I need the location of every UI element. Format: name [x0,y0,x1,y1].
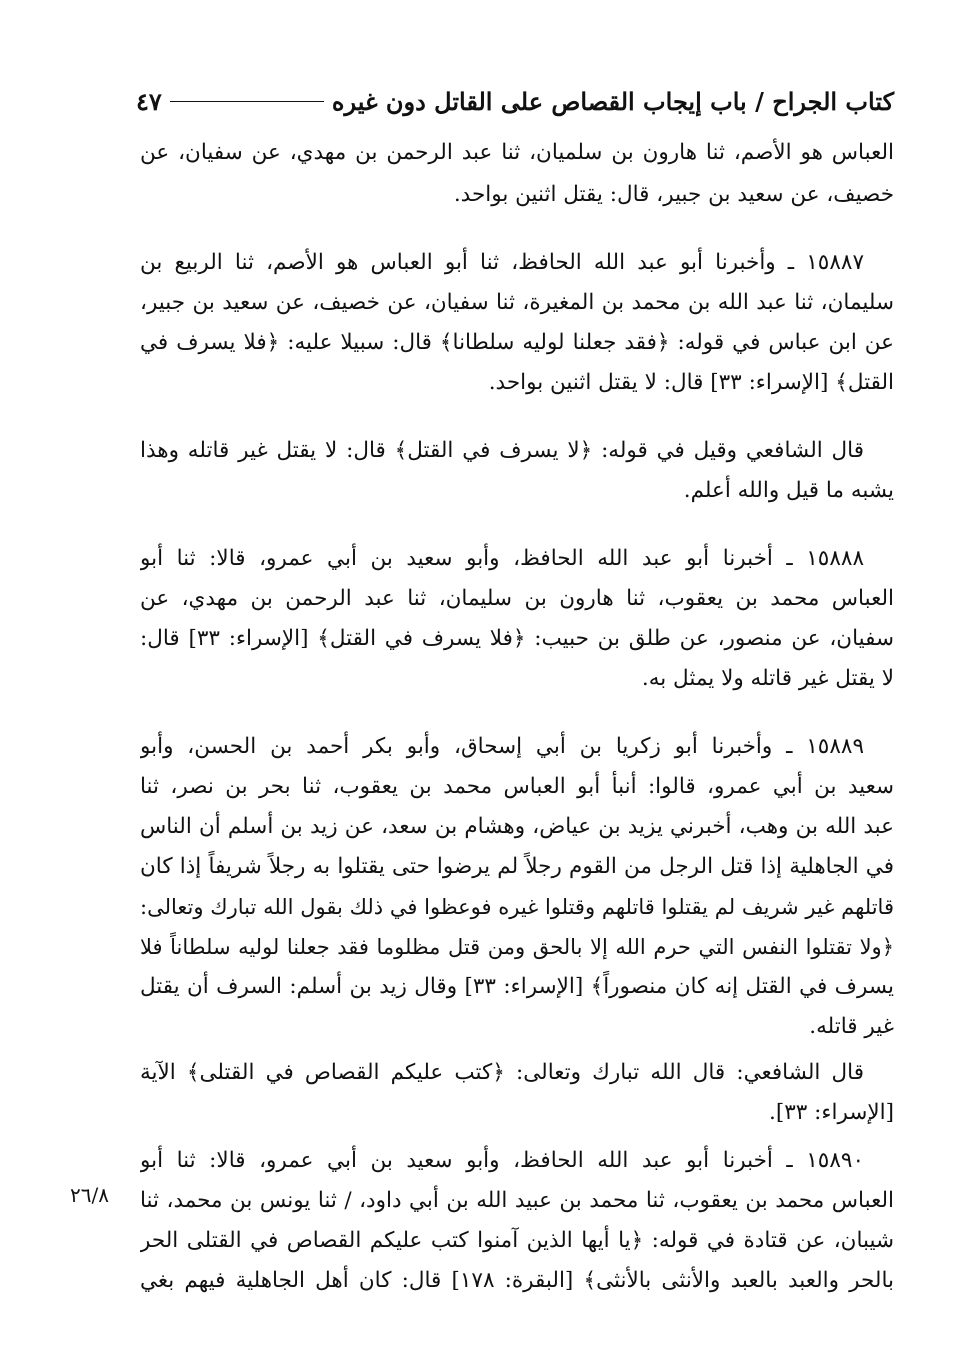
text-line: لا يقتل غير قاتله ولا يمثل به. [641,666,894,691]
page-number: ٤٧ [136,86,162,116]
running-header [136,84,894,118]
text-line: يشبه ما قيل والله أعلم. [683,478,894,503]
text-line: سعيد بن أبي عمرو، قالوا: أنبأ أبو العباس محمد بن يعقوب، ثنا بحر بن نصر، ثنا [140,774,894,799]
text-line: قاتلهم غير شريف لم يقتلوا قاتلهم وقتلوا غيره فوعظوا في ذلك بقول الله تبارك وتعالى: [140,895,894,919]
text-line: خصيف، عن سعيد بن جبير، قال: يقتل اثنين بواحد. [453,182,894,207]
text-line: القتل﴾ [الإسراء: ٣٣] قال: لا يقتل اثنين بواحد. [488,370,894,395]
text-line: يسرف في القتل إنه كان منصوراً﴾ [الإسراء: ٣٣] وقال زيد بن أسلم: السرف أن يقتل [140,974,894,999]
text-line: ١٥٨٩٠ ـ أخبرنا أبو عبد الله الحافظ، وأبو سعيد بن أبي عمرو، قالا: ثنا أبو [140,1148,864,1173]
text-line: قال الشافعي وقيل في قوله: ﴿لا يسرف في القتل﴾ قال: لا يقتل غير قاتله وهذا [140,438,864,463]
header-rule [170,101,324,102]
text-line: سفيان، عن منصور، عن طلق بن حبيب: ﴿فلا يسرف في القتل﴾ [الإسراء: ٣٣] قال: [140,626,894,651]
text-line: العباس محمد بن يعقوب، ثنا محمد بن عبيد الله بن أبي داود، / ثنا يونس بن محمد، ثنا [140,1188,894,1213]
text-line: عبد الله بن وهب، أخبرني يزيد بن عياض، وهشام بن سعد، عن زيد بن أسلم أن الناس [140,814,894,839]
text-line: عن ابن عباس في قوله: ﴿فقد جعلنا لوليه سلطانا﴾ قال: سبيلا عليه: ﴿فلا يسرف في [140,330,894,355]
margin-page-reference: ٢٦/٨ [70,1183,109,1207]
text-line: ﴿ولا تقتلوا النفس التي حرم الله إلا بالحق ومن قتل مظلوما فقد جعلنا لوليه سلطاناً فلا [140,935,894,959]
text-line: ١٥٨٨٩ ـ وأخبرنا أبو زكريا بن أبي إسحاق، وأبو بكر أحمد بن الحسن، وأبو [140,734,864,759]
text-line: غير قاتله. [809,1014,894,1039]
text-line: في الجاهلية إذا قتل الرجل من القوم رجلاً لم يرضوا حتى يقتلوا به رجلاً شريفاً إذا كان [140,854,894,879]
text-line: قال الشافعي: قال الله تبارك وتعالى: ﴿كتب عليكم القصاص في القتلى﴾ الآية [140,1060,864,1085]
text-line: العباس محمد بن يعقوب، ثنا هارون بن سليمان، ثنا عبد الرحمن بن مهدي، عن [140,586,894,611]
text-line: العباس هو الأصم، ثنا هارون بن سلميان، ثنا عبد الرحمن بن مهدي، عن سفيان، عن [140,140,894,165]
text-line: [الإسراء: ٣٣]. [768,1100,894,1125]
text-line: ١٥٨٨٧ ـ وأخبرنا أبو عبد الله الحافظ، ثنا أبو العباس هو الأصم، ثنا الربيع بن [140,250,864,275]
text-line: شيبان، عن قتادة في قوله: ﴿يا أيها الذين آمنوا كتب عليكم القصاص في القتلى الحر [140,1228,894,1253]
text-line: بالحر والعبد بالعبد والأنثى بالأنثى﴾ [البقرة: ١٧٨] قال: كان أهل الجاهلية فيهم بغي [140,1268,894,1293]
text-line: سليمان، ثنا عبد الله بن محمد بن المغيرة، ثنا سفيان، عن خصيف، عن سعيد بن جبير، [140,290,894,315]
text-line: ١٥٨٨٨ ـ أخبرنا أبو عبد الله الحافظ، وأبو سعيد بن أبي عمرو، قالا: ثنا أبو [140,546,864,571]
header-title: كتاب الجراح / باب إيجاب القصاص على القاتل دون غيره [331,86,894,116]
